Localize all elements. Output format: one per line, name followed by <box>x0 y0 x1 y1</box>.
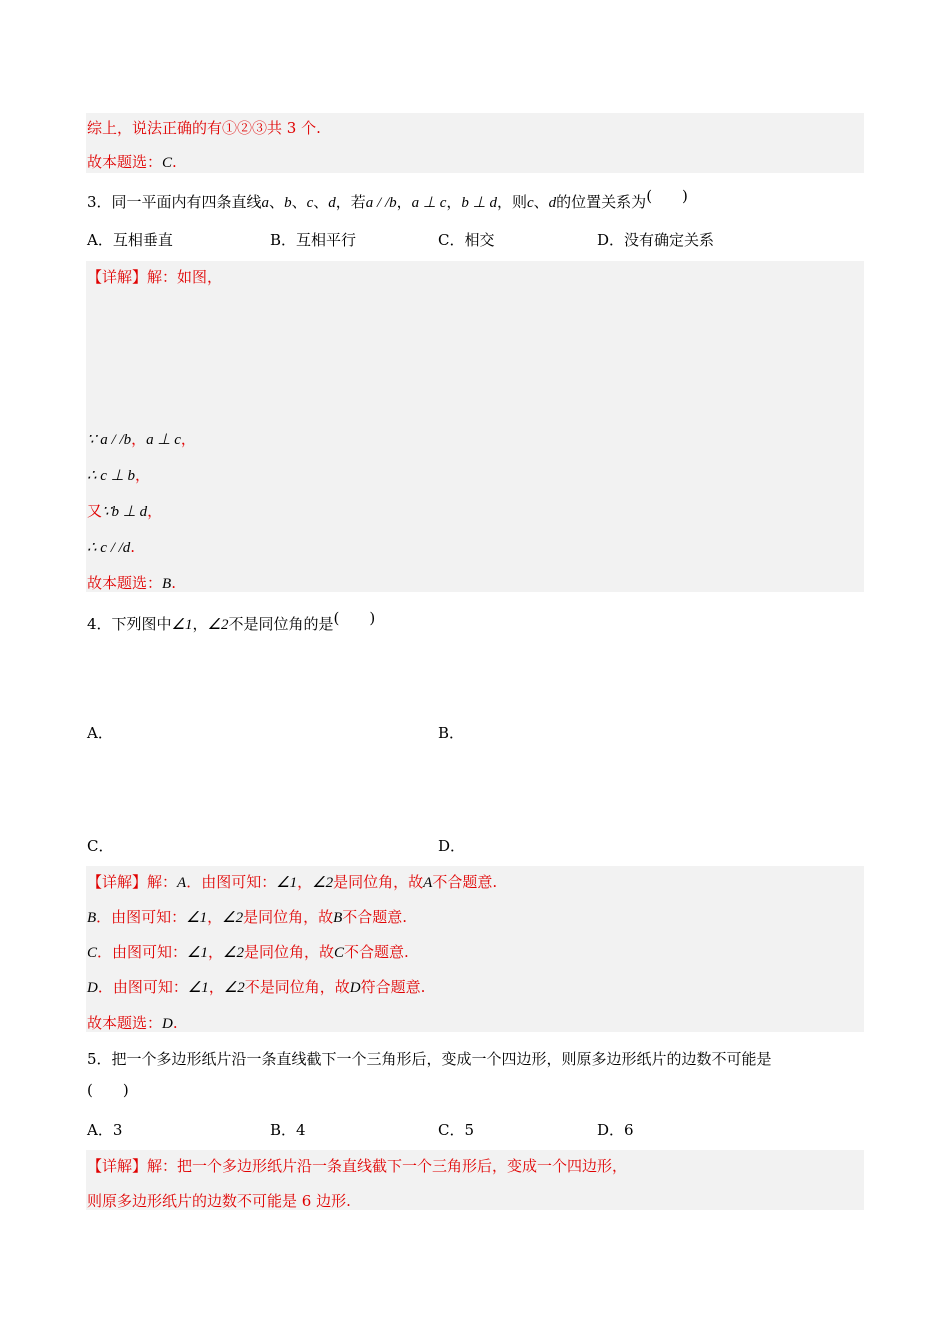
angle-1: ∠1 <box>187 980 209 996</box>
q3-sep: 、 <box>291 193 307 211</box>
q4-option-b[interactable]: B． <box>438 724 465 742</box>
option-letter: B <box>333 910 343 926</box>
question-4-stem <box>87 609 376 635</box>
q3-option-a[interactable]: A．互相垂直 <box>87 231 173 249</box>
answer-letter: D <box>162 1016 173 1032</box>
q3-var-b: b <box>284 195 292 211</box>
q5-option-a[interactable]: A．3 <box>87 1121 123 1139</box>
q3-prefix: 3．同一平面内有四条直线 <box>87 193 262 211</box>
q4-detail-line-3 <box>87 942 409 963</box>
q4-angle-1: ∠1 <box>171 617 193 633</box>
option-letter: D <box>349 980 361 996</box>
detail-text: 是同位角，故 <box>243 908 334 926</box>
detail-text: 不是同位角，故 <box>244 978 350 996</box>
step-math: ∴ c ⊥ b <box>87 468 136 484</box>
q3-step-4 <box>87 537 135 558</box>
q4-prefix: 4．下列图中 <box>87 615 172 633</box>
option-letter: C <box>87 945 98 961</box>
detail-tag: 【详解】 <box>87 1157 148 1175</box>
detail-text: 是同位角，故 <box>243 943 334 961</box>
q3-step-1 <box>87 429 196 450</box>
option-letter: B <box>87 910 97 926</box>
angle-1: ∠1 <box>276 875 298 891</box>
q4-detail-line-1 <box>87 872 497 893</box>
answer-dot: . <box>171 574 176 592</box>
q4-suffix: 不是同位角的是 <box>228 615 334 633</box>
q3-var-c: c <box>526 195 534 211</box>
q4-option-d[interactable]: D． <box>438 837 466 855</box>
q3-answer-line <box>87 573 176 594</box>
answer-letter: B <box>162 576 172 592</box>
q5-option-b[interactable]: B．4 <box>270 1121 306 1139</box>
detail-text: 解：把一个多边形纸片沿一条直线截下一个三角形后，变成一个四边形， <box>147 1157 628 1175</box>
q3-detail-heading <box>87 267 222 287</box>
q4-paren: ( ) <box>333 609 376 627</box>
detail-intro: 解：如图， <box>147 268 223 286</box>
detail-text: ．由图可知： <box>97 943 188 961</box>
step-math: a ⊥ c <box>146 432 181 448</box>
q3-option-c[interactable]: C．相交 <box>438 231 495 249</box>
summary-text: 综上，说法正确的有①②③共 3 个. <box>87 119 321 137</box>
q3-step-2 <box>87 465 150 486</box>
angle-2: ∠2 <box>223 980 245 996</box>
q3-comma: ， <box>396 193 412 211</box>
angle-2: ∠2 <box>223 945 244 961</box>
q5-option-d[interactable]: D．6 <box>597 1121 634 1139</box>
q4-option-c[interactable]: C． <box>87 837 114 855</box>
detail-text: 是同位角，故 <box>333 873 424 891</box>
q4-detail-line-2 <box>87 907 407 928</box>
q3-sep: 、 <box>269 193 285 211</box>
q3-option-d[interactable]: D．没有确定关系 <box>597 231 715 249</box>
answer-prefix: 故本题选： <box>87 574 163 592</box>
step-end: . <box>130 538 136 556</box>
answer-box-q3 <box>86 261 864 592</box>
q5-paren: ( ) <box>87 1081 129 1099</box>
q5-detail-line-1 <box>87 1156 627 1176</box>
q4-detail-line-4 <box>87 977 425 998</box>
question-5-stem: 5．把一个多边形纸片沿一条直线截下一个三角形后，变成一个四边形，则原多边形纸片的边数不可能是 <box>87 1050 772 1068</box>
q4-comma: ， <box>192 615 208 633</box>
q3-comma: ， <box>446 193 462 211</box>
detail-comma: ， <box>297 873 313 891</box>
q3-var-d: d <box>548 195 557 211</box>
q3-suffix: 的位置关系为 <box>556 193 647 211</box>
q3-mid: ，则 <box>496 193 527 211</box>
answer-line-q2 <box>87 152 177 173</box>
q3-sep: 、 <box>533 193 549 211</box>
detail-text: 不合题意. <box>343 943 409 961</box>
q3-var-a: a <box>261 195 270 211</box>
q3-mid: ，若 <box>335 193 366 211</box>
step-math: ∵b ⊥ d <box>102 504 148 520</box>
q3-option-b[interactable]: B．互相平行 <box>270 231 357 249</box>
detail-tag: 【详解】 <box>87 873 148 891</box>
q3-cond-perp-bd: b ⊥ d <box>461 195 497 211</box>
q3-cond-parallel: a / /b <box>365 195 397 211</box>
detail-comma: ， <box>208 978 224 996</box>
step-math: ∵ a / /b <box>87 432 132 448</box>
answer-dot: . <box>172 153 177 171</box>
detail-lead: 解： <box>147 873 178 891</box>
detail-text: 符合题意. <box>360 978 426 996</box>
option-letter: D <box>87 980 98 996</box>
q4-angle-2: ∠2 <box>207 617 229 633</box>
q5-option-c[interactable]: C．5 <box>438 1121 475 1139</box>
step-end: ， <box>135 466 151 484</box>
detail-tag: 【详解】 <box>87 268 148 286</box>
q3-step-3 <box>87 501 162 522</box>
answer-prefix: 故本题选： <box>87 153 163 171</box>
angle-2: ∠2 <box>222 910 244 926</box>
step-end: ， <box>180 430 196 448</box>
q3-paren: ( ) <box>646 187 688 205</box>
step-math: ∴ c / /d <box>87 540 131 556</box>
answer-letter: C <box>162 155 173 171</box>
angle-1: ∠1 <box>186 910 208 926</box>
q5-detail-line-2: 则原多边形纸片的边数不可能是 6 边形. <box>87 1192 351 1210</box>
detail-text: ．由图可知： <box>186 873 277 891</box>
q3-sep: 、 <box>313 193 329 211</box>
question-3-stem <box>87 187 688 213</box>
option-letter: A <box>423 875 433 891</box>
detail-text: 不合题意. <box>342 908 408 926</box>
option-letter: C <box>333 945 344 961</box>
option-letter: A <box>177 875 187 891</box>
detail-text: 不合题意. <box>432 873 498 891</box>
detail-comma: ， <box>207 908 223 926</box>
q3-var-c: c <box>306 195 314 211</box>
q3-var-d: d <box>328 195 336 211</box>
detail-text: ．由图可知： <box>96 908 187 926</box>
q3-cond-perp-ac: a ⊥ c <box>411 195 447 211</box>
q4-option-a[interactable]: A． <box>87 724 113 742</box>
step-prefix: 又 <box>87 502 103 520</box>
detail-comma: ， <box>207 943 223 961</box>
answer-dot: . <box>172 1014 178 1032</box>
step-sep: ， <box>131 430 147 448</box>
angle-1: ∠1 <box>187 945 208 961</box>
step-end: ， <box>147 502 163 520</box>
angle-2: ∠2 <box>312 875 334 891</box>
detail-text: ．由图可知： <box>97 978 188 996</box>
answer-prefix: 故本题选： <box>87 1014 163 1032</box>
q4-answer-line <box>87 1013 178 1034</box>
